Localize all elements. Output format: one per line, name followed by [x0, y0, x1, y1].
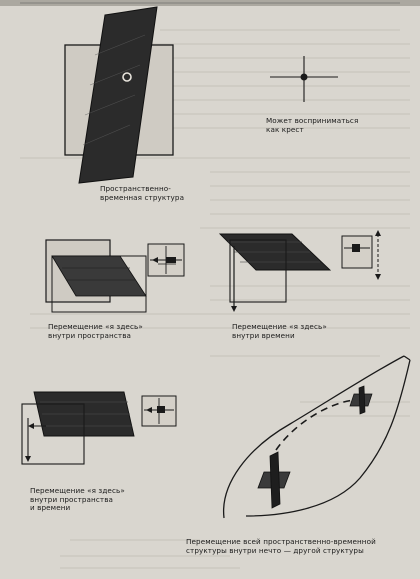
movement-in-space-figure	[42, 236, 192, 316]
movement-in-spacetime-figure	[16, 388, 196, 470]
structure-in-structure-figure	[212, 352, 412, 522]
structure-end	[350, 386, 372, 414]
caption-structure-in-structure: Перемещение всей пространственно-временной структуры внутри нечто — другой структуры	[186, 537, 376, 555]
cross-figure	[268, 56, 340, 106]
structure-start	[258, 452, 290, 508]
spacetime-structure-figure	[55, 5, 185, 185]
caption-movement-in-spacetime: Перемещение «я здесь» внутри пространства и времени	[30, 486, 125, 513]
caption-cross: Может восприниматься как крест	[266, 116, 359, 134]
outer-structure-outline	[224, 356, 410, 518]
caption-spacetime-structure: Пространственно- временная структура	[100, 184, 185, 202]
movement-in-time-figure	[212, 226, 392, 316]
caption-movement-in-time: Перемещение «я здесь» внутри времени	[232, 322, 327, 340]
caption-movement-in-space: Перемещение «я здесь» внутри пространства	[48, 322, 143, 340]
